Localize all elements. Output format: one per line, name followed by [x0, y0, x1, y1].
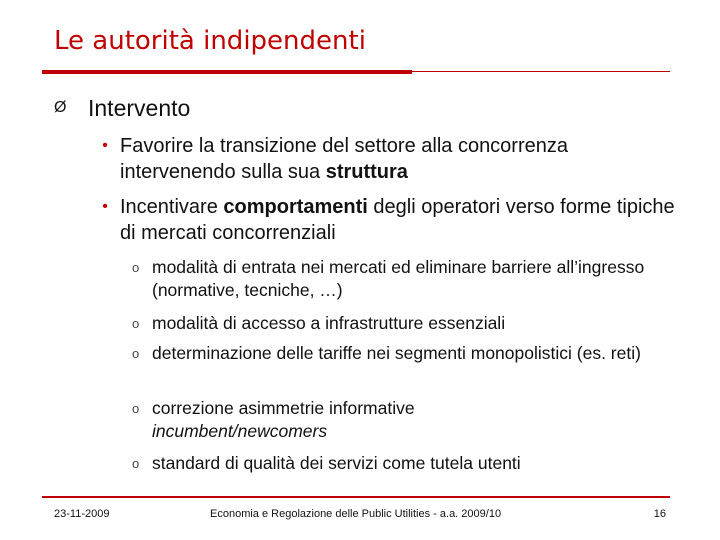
sub-bullet-text-italic: incumbent/newcomers: [152, 421, 328, 441]
slide-title: Le autorità indipendenti: [54, 26, 366, 56]
bullet-text-bold: struttura: [325, 161, 408, 183]
bullet-text: [120, 133, 680, 185]
sub-bullet-text-part: correzione asimmetrie informative: [152, 398, 415, 418]
page-number: 16: [653, 508, 666, 520]
sub-bullet-item: [132, 452, 662, 475]
bullet-text-part: degli operatori verso forme tipiche di mercati concorrenziali: [120, 196, 675, 244]
footer-date: 23-11-2009: [54, 508, 110, 520]
title-underline-thin: [412, 71, 670, 72]
footer-course: Economia e Regolazione delle Public Utilities - a.a. 2009/10: [210, 508, 502, 520]
circle-bullet-icon: o: [132, 316, 140, 331]
bullet-item: [90, 133, 680, 185]
sub-bullet-text: determinazione delle tariffe nei segmenti monopolistici (es. reti): [152, 343, 641, 363]
sub-bullet-item: [132, 256, 662, 302]
sub-bullet-text: modalità di entrata nei mercati ed eliminare barriere all’ingresso (normative, tecniche, …): [152, 257, 645, 300]
bullet-text: [120, 194, 680, 246]
bullet-item: [90, 194, 680, 246]
bullet-level1: [54, 94, 190, 122]
bullet-text-part: Incentivare: [120, 196, 224, 218]
title-underline-thick: [42, 70, 412, 74]
bullet-dot-icon: •: [102, 137, 108, 154]
bullet-dot-icon: •: [102, 198, 108, 215]
bullet-level1-text: Intervento: [88, 95, 191, 121]
sub-bullet-text: standard di qualità dei servizi come tutela utenti: [152, 453, 521, 473]
footer-divider: [42, 496, 670, 498]
bullet-text-bold: comportamenti: [223, 196, 368, 218]
sub-bullet-item: [132, 312, 662, 335]
sub-bullet-text: modalità di accesso a infrastrutture essenziali: [152, 313, 506, 333]
bullet-text-part: Favorire la transizione del settore alla concorrenza intervenendo sulla sua: [120, 135, 568, 183]
sub-bullet-item: [132, 397, 662, 443]
circle-bullet-icon: o: [132, 456, 140, 471]
circle-bullet-icon: o: [132, 401, 140, 416]
circle-bullet-icon: o: [132, 346, 140, 361]
sub-bullet-item: [132, 342, 662, 365]
sub-bullet-text: [152, 397, 662, 443]
circle-bullet-icon: o: [132, 260, 140, 275]
arrow-bullet-icon: Ø: [54, 99, 67, 116]
